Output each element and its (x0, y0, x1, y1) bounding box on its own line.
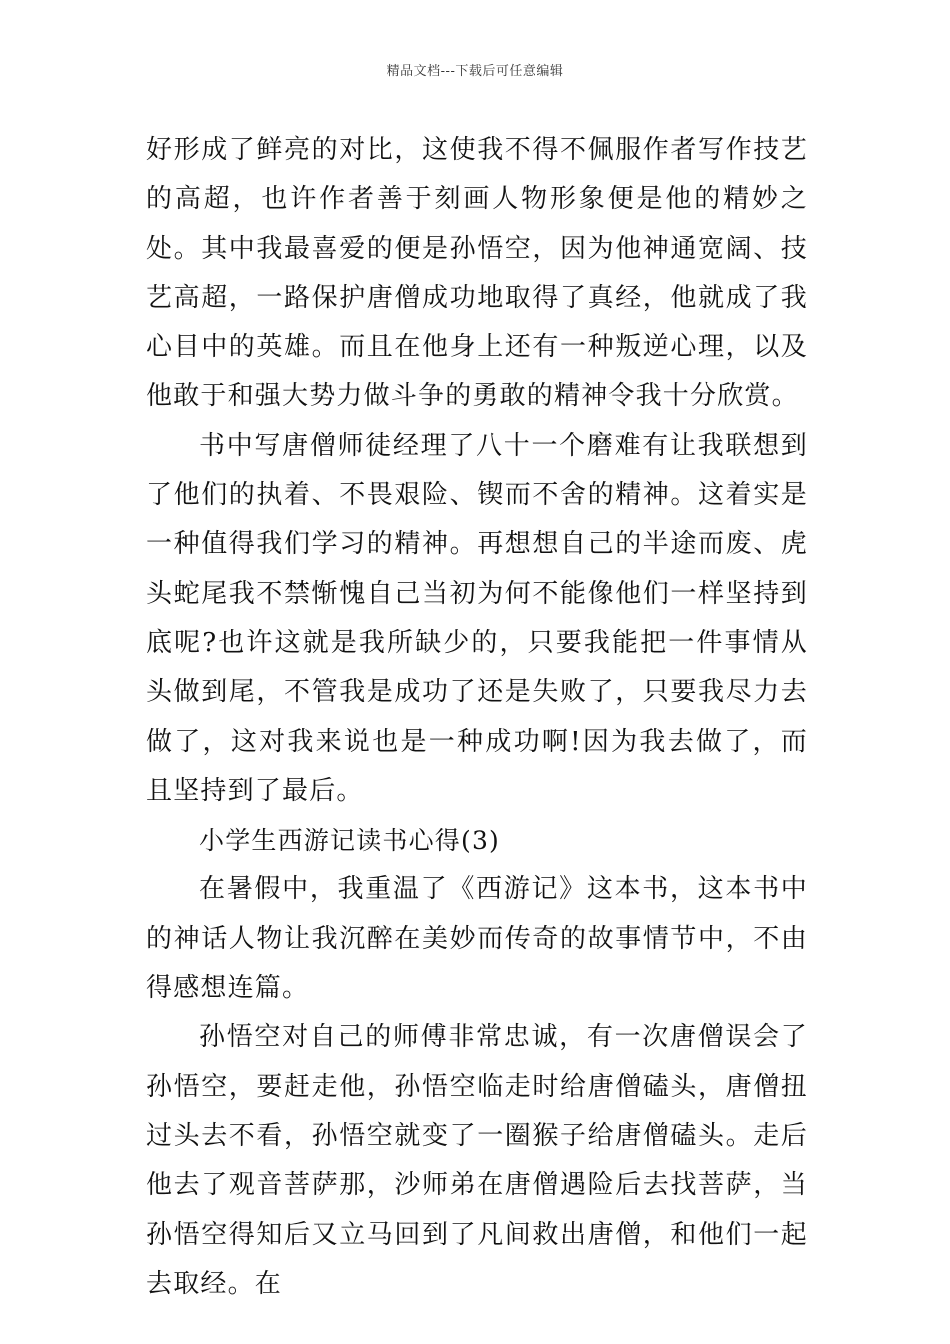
document-body (146, 126, 808, 1309)
section-heading: 小学生西游记读书心得(3) (199, 826, 501, 856)
paragraph-continuation: 好形成了鲜亮的对比，这使我不得不佩服作者写作技艺的高超，也许作者善于刻画人物形象便是他的精妙之处。其中我最喜爱的便是孙悟空，因为他神通宽阔、技艺高超，一路保护唐僧成功地取得了真经，他就成了我心目中的英雄。而且在他身上还有一种叛逆心理，以及他敢于和强大势力做斗争的勇敢的精神令我十分欣赏。 (146, 135, 808, 412)
paragraph-summer-reading: 在暑假中，我重温了《西游记》这本书，这本书中的神话人物让我沉醉在美妙而传奇的故事情节中，不由得感想连篇。 (146, 874, 808, 1004)
paragraph-sun-wukong-loyalty: 孙悟空对自己的师傅非常忠诚，有一次唐僧误会了孙悟空，要赶走他，孙悟空临走时给唐僧磕头，唐僧扭过头去不看，孙悟空就变了一圈猴子给唐僧磕头。走后他去了观音菩萨那，沙师弟在唐僧遇险后去找菩萨，当孙悟空得知后又立马回到了凡间救出唐僧，和他们一起去取经。在 (146, 1022, 808, 1299)
paragraph-tang-seng-hardships: 书中写唐僧师徒经理了八十一个磨难有让我联想到了他们的执着、不畏艰险、锲而不舍的精神。这着实是一种值得我们学习的精神。再想想自己的半途而废、虎头蛇尾我不禁惭愧自己当初为何不能像他们一样坚持到底呢?也许这就是我所缺少的，只要我能把一件事情从头做到尾，不管我是成功了还是失败了，只要我尽力去做了，这对我来说也是一种成功啊!因为我去做了，而且坚持到了最后。 (146, 430, 808, 806)
page-header: 精品文档---下载后可任意编辑 (386, 64, 564, 79)
